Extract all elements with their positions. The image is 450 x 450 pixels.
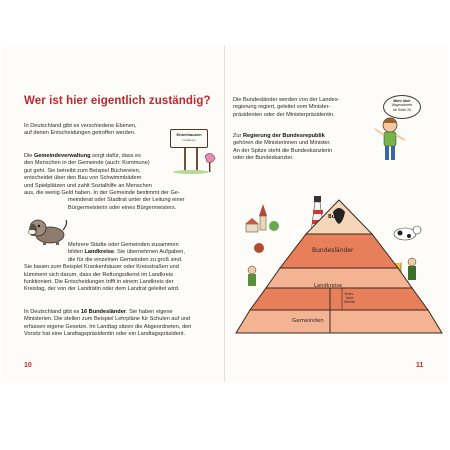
cow-illustration (394, 226, 421, 240)
dog-illustration (26, 216, 68, 246)
boy-illustration (372, 115, 408, 165)
bundesregierung-paragraph: Zur Regierung der Bundesrepublik gehören die Ministerinnen und Minister. An der Spitze steht die Bundeskanzlerin oder der Bundeskanzler. (233, 133, 333, 162)
pyramid-label-landkreise: Landkreise (314, 283, 343, 289)
landkreis-paragraph: Mehrere Städte oder Gemeinden zusammen bilden Landkreise. Sie übernehmen Aufgaben, die für die einzelnen Gemeinden zu groß sind. Sie bauen zum Beispiel Krankenhäuser oder Kreisstraßen und kümmern sich darum, dass der Rettungsdienst im Landkreis funktioniert. Die Entscheidungen trifft in einem Landkreis der Kreistag, der von der Landrätin oder dem Landrat geleitet wird. (24, 242, 185, 293)
village-illustration (245, 204, 279, 232)
town-sign: Entenhausen Landkreis (170, 129, 208, 148)
gemeinde-paragraph: Die Gemeindeverwaltung sorgt dafür, dass es den Menschen in der Gemeinde (auch: Kommune) gut geht. Sie betreibt zum Beispiel Büchereien, entscheidet über den Bau von Schwimmbädern und Spielplätzen und zahlt Sozialhilfe an Menschen aus, die wenig Geld haben. In der Gemeinde bestimmt der Ge- meinderat oder Stadtrat unter der Leitung einer Bürgermeisterin oder eines Bürgermeisters. (24, 153, 185, 211)
pyramid-label-gemeinden: Gemeinden (292, 318, 324, 324)
pyramid-label-bund: Bund (328, 214, 343, 220)
page-number-left: 10 (24, 362, 32, 369)
info-speech-bubble: Mehr über Abgeordnete ab Seite 20 (383, 95, 421, 119)
government-pyramid (232, 188, 446, 348)
page-number-right: 11 (416, 362, 424, 369)
page-heading: Wer ist hier eigentlich zuständig? (24, 95, 211, 107)
landesregierung-paragraph: Die Bundesländer werden von der Landes- regierung regiert, geleitet vom Minister- präsidenten oder der Ministerpräsidentin. (233, 97, 340, 118)
pyramid-label-bundeslaender: Bundesländer (312, 247, 354, 254)
bundeslaender-paragraph: In Deutschland gibt es 16 Bundesländer. Sie haben eigene Ministerien. Die stellen zum Beispiel Lehrpläne für Schulen auf und erfassen eigene Gesetze. Im Landtag sitzen die Abgeordneten, den Vorsitz hat eine Landtagspräsidentin oder ein Landtagspräsident. (24, 309, 192, 338)
intro-paragraph: In Deutschland gibt es verschiedene Ebenen, auf denen Entscheidungen getroffen werden. (24, 123, 137, 137)
pyramid-label-kreisfreie-staedte: Kreis- freie Städte (344, 292, 356, 305)
page-fold (224, 46, 225, 382)
